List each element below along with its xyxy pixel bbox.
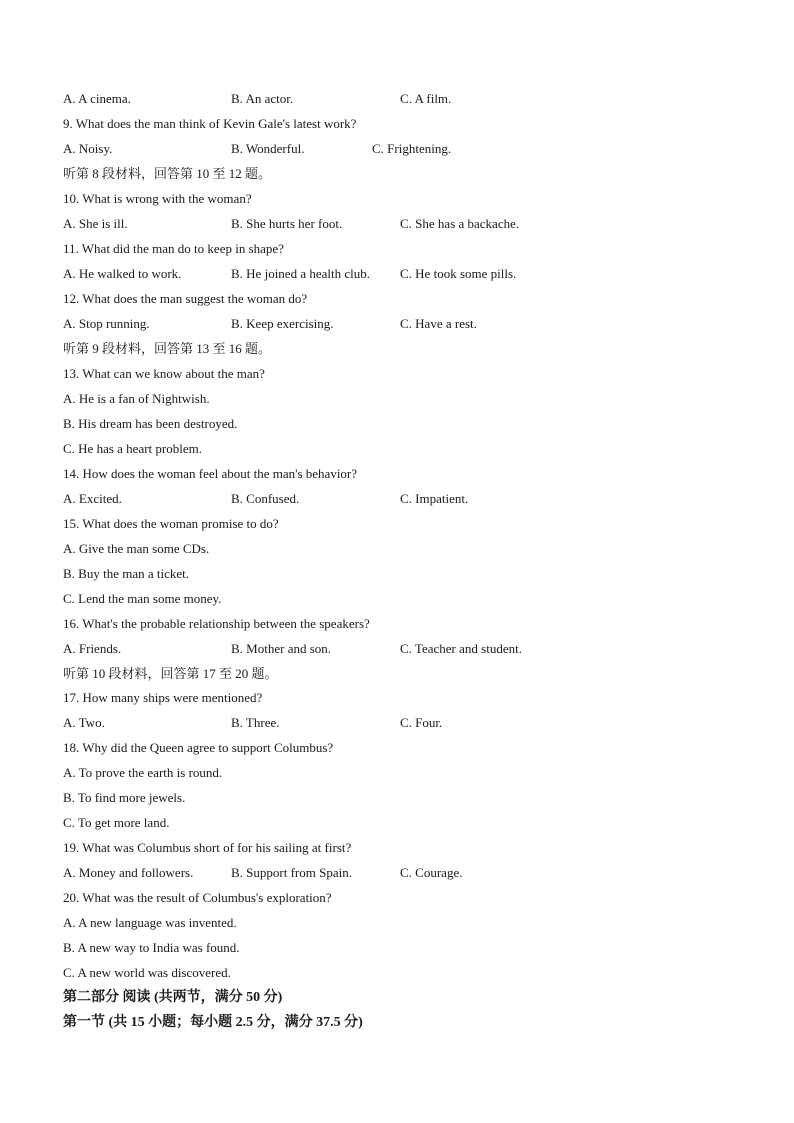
q18-option-a: A. To prove the earth is round. [63,765,223,780]
q19-option-a: A. Money and followers. [63,865,194,880]
q13-question: 13. What can we know about the man? [63,366,265,381]
q18-question: 18. Why did the Queen agree to support Columbus? [63,740,334,755]
q16-option-c: C. Teacher and student. [400,641,522,656]
q16-option-a: A. Friends. [63,641,122,656]
q14-option-b: B. Confused. [231,491,300,506]
q9-option-c: C. Frightening. [372,141,452,156]
q17-option-a: A. Two. [63,715,105,730]
instruction-section-9: 听第 9 段材料，回答第 13 至 16 题。 [63,341,272,356]
q12-option-c: C. Have a rest. [400,316,477,331]
q14-option-a: A. Excited. [63,491,122,506]
q18-option-c: C. To get more land. [63,815,170,830]
part2-heading: 第二部分 阅读 (共两节，满分 50 分) [63,990,283,1005]
q15-option-c: C. Lend the man some money. [63,591,222,606]
q15-option-b: B. Buy the man a ticket. [63,566,190,581]
q19-option-c: C. Courage. [400,865,463,880]
q9-option-a: A. Noisy. [63,141,113,156]
q16-question: 16. What's the probable relationship between the speakers? [63,616,370,631]
q20-question: 20. What was the result of Columbus's exploration? [63,890,332,905]
q20-option-c: C. A new world was discovered. [63,965,231,980]
q13-option-b: B. His dream has been destroyed. [63,416,238,431]
section1-heading: 第一节 (共 15 小题；每小题 2.5 分，满分 37.5 分) [63,1015,363,1030]
q10-option-b: B. She hurts her foot. [231,216,343,231]
q8-option-a: A. A cinema. [63,91,131,106]
q11-option-b: B. He joined a health club. [231,266,370,281]
q11-option-c: C. He took some pills. [400,266,517,281]
q13-option-c: C. He has a heart problem. [63,441,202,456]
q14-question: 14. How does the woman feel about the man's behavior? [63,466,358,481]
q16-option-b: B. Mother and son. [231,641,332,656]
q8-option-c: C. A film. [400,91,452,106]
q9-option-b: B. Wonderful. [231,141,305,156]
q13-option-a: A. He is a fan of Nightwish. [63,391,210,406]
q20-option-b: B. A new way to India was found. [63,940,240,955]
q19-question: 19. What was Columbus short of for his sailing at first? [63,840,352,855]
q12-option-b: B. Keep exercising. [231,316,334,331]
q12-question: 12. What does the man suggest the woman do? [63,291,308,306]
q8-option-b: B. An actor. [231,91,294,106]
q9-question: 9. What does the man think of Kevin Gale's latest work? [63,116,357,131]
q11-option-a: A. He walked to work. [63,266,182,281]
instruction-section-8: 听第 8 段材料，回答第 10 至 12 题。 [63,166,272,181]
q10-option-a: A. She is ill. [63,216,128,231]
q19-option-b: B. Support from Spain. [231,865,352,880]
q10-question: 10. What is wrong with the woman? [63,191,252,206]
q11-question: 11. What did the man do to keep in shape? [63,241,284,256]
q14-option-c: C. Impatient. [400,491,469,506]
instruction-section-10: 听第 10 段材料，回答第 17 至 20 题。 [63,666,278,681]
q17-option-c: C. Four. [400,715,443,730]
q17-option-b: B. Three. [231,715,280,730]
q10-option-c: C. She has a backache. [400,216,520,231]
q17-question: 17. How many ships were mentioned? [63,690,263,705]
q18-option-b: B. To find more jewels. [63,790,186,805]
q15-question: 15. What does the woman promise to do? [63,516,279,531]
q20-option-a: A. A new language was invented. [63,915,237,930]
q12-option-a: A. Stop running. [63,316,150,331]
q15-option-a: A. Give the man some CDs. [63,541,210,556]
